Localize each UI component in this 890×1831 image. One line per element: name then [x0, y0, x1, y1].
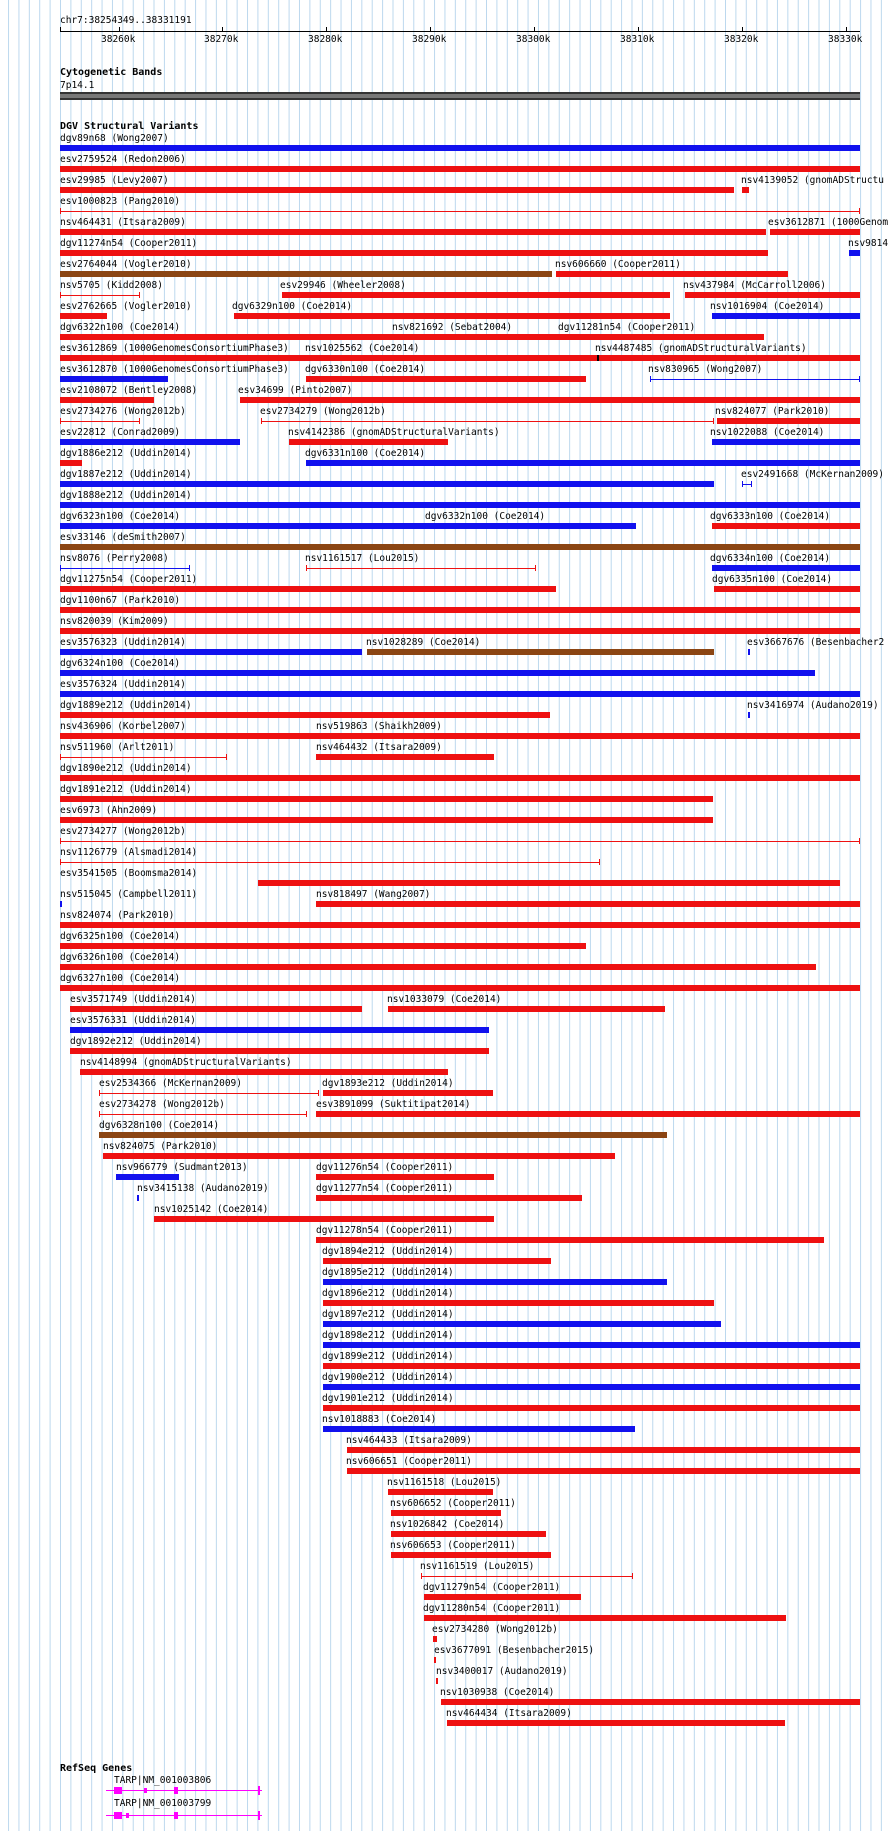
variant-label: esv2764044 (Vogler2010) [60, 259, 192, 270]
variant-bar[interactable] [306, 460, 860, 466]
variant-bar[interactable] [347, 1468, 860, 1474]
variant-bar[interactable] [60, 187, 734, 193]
variant-label: esv3576323 (Uddin2014) [60, 637, 186, 648]
variant-label: nsv1161518 (Lou2015) [387, 1477, 502, 1488]
variant-label: dgv1100n67 (Park2010) [60, 595, 181, 606]
variant-label: esv3571749 (Uddin2014) [70, 994, 196, 1005]
ruler-tick-label: 38330k [828, 34, 863, 45]
variant-label: dgv89n68 (Wong2007) [60, 133, 169, 144]
cyto-band[interactable] [60, 92, 860, 100]
variant-label: esv22812 (Conrad2009) [60, 427, 181, 438]
ruler-tick [119, 27, 120, 32]
ruler-tick [60, 27, 61, 32]
variant-end-tick [859, 376, 860, 382]
variant-label: dgv6335n100 (Coe2014) [712, 574, 833, 585]
variant-bar[interactable] [323, 1342, 860, 1348]
variant-label: dgv1893e212 (Uddin2014) [322, 1078, 454, 1089]
gene-exon [114, 1787, 122, 1794]
variant-bar[interactable] [316, 1174, 494, 1180]
variant-bar[interactable] [316, 1111, 860, 1117]
variant-end-tick [60, 292, 61, 298]
variant-bar[interactable] [306, 355, 494, 361]
ruler-tick-label: 38310k [620, 34, 655, 45]
variant-label: dgv1898e212 (Uddin2014) [322, 1330, 454, 1341]
variant-label: dgv6326n100 (Coe2014) [60, 952, 181, 963]
variant-end-tick [139, 292, 140, 298]
gene-exon [126, 1813, 129, 1818]
variant-bar[interactable] [391, 1531, 546, 1537]
variant-label: nsv606653 (Cooper2011) [390, 1540, 516, 1551]
variant-label: nsv5705 (Kidd2008) [60, 280, 163, 291]
variant-label: nsv1126779 (Alsmadi2014) [60, 847, 198, 858]
variant-bar[interactable] [60, 607, 860, 613]
refseq-track-title: RefSeq Genes [60, 1763, 133, 1774]
variant-bar[interactable] [316, 1237, 824, 1243]
variant-bar[interactable] [99, 1132, 667, 1138]
variant-bar[interactable] [712, 523, 860, 529]
variant-label: dgv1889e212 (Uddin2014) [60, 700, 192, 711]
variant-bar[interactable] [347, 1447, 860, 1453]
variant-bar[interactable] [316, 1195, 582, 1201]
variant-end-tick [261, 418, 262, 424]
variant-label: dgv1891e212 (Uddin2014) [60, 784, 192, 795]
gene-exon [174, 1787, 178, 1794]
variant-bar[interactable] [748, 712, 750, 718]
variant-label: esv3891099 (Suktitipat2014) [316, 1099, 471, 1110]
variant-label: nsv1026842 (Coe2014) [390, 1519, 505, 1530]
variant-label: nsv1025142 (Coe2014) [154, 1204, 269, 1215]
variant-bar[interactable] [424, 1594, 581, 1600]
variant-end-tick [742, 481, 743, 487]
variant-bar[interactable] [717, 418, 860, 424]
variant-bar[interactable] [323, 1363, 860, 1369]
variant-bar[interactable] [60, 271, 552, 277]
variant-label: dgv1897e212 (Uddin2014) [322, 1309, 454, 1320]
variant-label: nsv824074 (Park2010) [60, 910, 175, 921]
variant-label: nsv464431 (Itsara2009) [60, 217, 186, 228]
variant-label: nsv464432 (Itsara2009) [316, 742, 442, 753]
variant-bar[interactable] [60, 775, 860, 781]
variant-bar[interactable] [99, 1114, 307, 1115]
variant-bar[interactable] [60, 313, 107, 319]
variant-label: nsv824077 (Park2010) [715, 406, 830, 417]
variant-bar[interactable] [650, 379, 860, 380]
variant-bar[interactable] [433, 1636, 437, 1642]
ruler-tick-label: 38290k [412, 34, 447, 45]
variant-label: dgv6323n100 (Coe2014) [60, 511, 181, 522]
variant-end-tick [859, 208, 860, 214]
variant-label: esv34699 (Pinto2007) [238, 385, 353, 396]
variant-label: dgv6333n100 (Coe2014) [710, 511, 831, 522]
ruler-tick-label: 38300k [516, 34, 551, 45]
variant-bar[interactable] [154, 1216, 494, 1222]
gene-label[interactable]: TARP|NM_001003806 [114, 1775, 212, 1786]
variant-label: nsv3416974 (Audano2019) [747, 700, 879, 711]
variant-bar[interactable] [60, 922, 860, 928]
variant-bar[interactable] [234, 313, 670, 319]
variant-label: dgv11278n54 (Cooper2011) [316, 1225, 454, 1236]
variant-bar[interactable] [70, 1006, 362, 1012]
variant-bar[interactable] [316, 754, 494, 760]
variant-label: dgv6325n100 (Coe2014) [60, 931, 181, 942]
variant-bar[interactable] [316, 733, 860, 739]
variant-bar[interactable] [714, 586, 860, 592]
variant-end-tick [751, 481, 752, 487]
variant-label: nsv606651 (Cooper2011) [346, 1456, 472, 1467]
variant-label: esv6973 (Ahn2009) [60, 805, 158, 816]
variant-label: nsv824075 (Park2010) [103, 1141, 218, 1152]
variant-bar[interactable] [258, 880, 840, 886]
variant-label: esv2734280 (Wong2012b) [432, 1624, 558, 1635]
variant-label: dgv1890e212 (Uddin2014) [60, 763, 192, 774]
variant-end-tick [599, 859, 600, 865]
variant-bar[interactable] [240, 397, 860, 403]
variant-label: nsv1028289 (Coe2014) [366, 637, 481, 648]
ruler-tick [430, 27, 431, 32]
variant-label: esv33146 (deSmith2007) [60, 532, 186, 543]
variant-label: nsv511960 (Arlt2011) [60, 742, 175, 753]
ruler-tick [326, 27, 327, 32]
variant-label: dgv6332n100 (Coe2014) [425, 511, 546, 522]
variant-bar[interactable] [391, 1552, 551, 1558]
variant-end-tick [99, 1111, 100, 1117]
variant-label: nsv606660 (Cooper2011) [555, 259, 681, 270]
ruler-tick [742, 27, 743, 32]
variant-bar[interactable] [60, 985, 860, 991]
variant-end-tick [421, 1573, 422, 1579]
variant-bar[interactable] [597, 355, 599, 361]
variant-bar[interactable] [70, 1027, 489, 1033]
variant-end-tick [60, 565, 61, 571]
variant-label: nsv464433 (Itsara2009) [346, 1435, 472, 1446]
dgv-track-title: DGV Structural Variants [60, 121, 199, 132]
variant-end-tick [99, 1090, 100, 1096]
variant-label: nsv1016904 (Coe2014) [710, 301, 825, 312]
variant-bar[interactable] [261, 421, 714, 422]
variant-label: esv3677091 (Besenbacher2015) [434, 1645, 595, 1656]
cyto-track-title: Cytogenetic Bands [60, 67, 163, 78]
variant-bar[interactable] [316, 901, 860, 907]
variant-label: dgv1894e212 (Uddin2014) [322, 1246, 454, 1257]
ruler-tick [846, 27, 847, 32]
variant-label: esv3667676 (Besenbacher2 [747, 637, 885, 648]
variant-label: nsv1161517 (Lou2015) [305, 553, 420, 564]
variant-label: nsv821692 (Sebat2004) [392, 322, 513, 333]
variant-label: dgv6322n100 (Coe2014) [60, 322, 181, 333]
variant-label: dgv6330n100 (Coe2014) [305, 364, 426, 375]
variant-bar[interactable] [323, 1321, 721, 1327]
ruler-line [60, 31, 860, 32]
variant-bar[interactable] [560, 334, 764, 340]
variant-label: dgv11275n54 (Cooper2011) [60, 574, 198, 585]
variant-label: dgv1886e212 (Uddin2014) [60, 448, 192, 459]
variant-bar[interactable] [60, 757, 227, 758]
variant-label: dgv11276n54 (Cooper2011) [316, 1162, 454, 1173]
variant-bar[interactable] [685, 292, 860, 298]
variant-label: nsv3400017 (Audano2019) [436, 1666, 568, 1677]
variant-bar[interactable] [441, 1699, 860, 1705]
gene-exon [144, 1788, 147, 1793]
ruler-tick-label: 38280k [308, 34, 343, 45]
variant-label: nsv3415138 (Audano2019) [137, 1183, 269, 1194]
variant-label: nsv820039 (Kim2009) [60, 616, 169, 627]
variant-end-tick [189, 565, 190, 571]
variant-label: nsv1030938 (Coe2014) [440, 1687, 555, 1698]
variant-bar[interactable] [306, 568, 536, 569]
variant-bar[interactable] [849, 250, 860, 256]
variant-bar[interactable] [60, 862, 600, 863]
ruler-tick [534, 27, 535, 32]
variant-bar[interactable] [60, 964, 816, 970]
variant-bar[interactable] [391, 1510, 501, 1516]
variant-label: dgv11279n54 (Cooper2011) [423, 1582, 561, 1593]
variant-bar[interactable] [323, 1258, 551, 1264]
variant-bar[interactable] [556, 271, 788, 277]
variant-bar[interactable] [60, 250, 768, 256]
variant-bar[interactable] [323, 1090, 493, 1096]
variant-label: nsv966779 (Sudmant2013) [116, 1162, 248, 1173]
gene-label[interactable]: TARP|NM_001003799 [114, 1798, 212, 1809]
variant-label: nsv8076 (Perry2008) [60, 553, 169, 564]
variant-end-tick [632, 1573, 633, 1579]
gene-intron-line [106, 1815, 262, 1816]
variant-bar[interactable] [60, 460, 82, 466]
variant-label: nsv1018883 (Coe2014) [322, 1414, 437, 1425]
variant-bar[interactable] [60, 568, 190, 569]
variant-bar[interactable] [60, 523, 426, 529]
variant-bar[interactable] [60, 628, 860, 634]
variant-bar[interactable] [323, 1405, 860, 1411]
gene-exon [258, 1811, 260, 1820]
variant-bar[interactable] [426, 523, 636, 529]
variant-label: esv2734276 (Wong2012b) [60, 406, 186, 417]
variant-label: nsv515045 (Campbell2011) [60, 889, 198, 900]
gene-model[interactable] [106, 1786, 266, 1796]
variant-bar[interactable] [116, 1174, 179, 1180]
variant-label: nsv4142386 (gnomADStructuralVariants) [288, 427, 500, 438]
variant-label: esv2759524 (Redon2006) [60, 154, 186, 165]
variant-bar[interactable] [60, 841, 860, 842]
position-readout: chr7:38254349..38331191 [60, 15, 192, 26]
variant-label: dgv6329n100 (Coe2014) [232, 301, 353, 312]
variant-bar[interactable] [60, 817, 713, 823]
variant-bar[interactable] [447, 1720, 785, 1726]
variant-bar[interactable] [323, 1300, 714, 1306]
variant-bar[interactable] [60, 295, 140, 296]
gene-intron-line [106, 1790, 262, 1791]
variant-label: esv1000823 (Pang2010) [60, 196, 181, 207]
variant-bar[interactable] [60, 211, 860, 212]
variant-bar[interactable] [323, 1384, 860, 1390]
ruler-tick-label: 38270k [204, 34, 239, 45]
variant-bar[interactable] [60, 943, 586, 949]
variant-label: dgv1896e212 (Uddin2014) [322, 1288, 454, 1299]
ruler-tick-label: 38320k [724, 34, 759, 45]
gene-model[interactable] [106, 1811, 266, 1821]
variant-label: dgv6324n100 (Coe2014) [60, 658, 181, 669]
variant-end-tick [859, 838, 860, 844]
variant-bar[interactable] [60, 670, 815, 676]
variant-label: nsv1161519 (Lou2015) [420, 1561, 535, 1572]
variant-label: dgv6327n100 (Coe2014) [60, 973, 181, 984]
variant-label: esv29946 (Wheeler2008) [280, 280, 406, 291]
variant-bar[interactable] [60, 229, 766, 235]
ruler-tick-label: 38260k [101, 34, 136, 45]
variant-end-tick [60, 754, 61, 760]
variant-bar[interactable] [60, 691, 860, 697]
variant-bar[interactable] [742, 187, 749, 193]
variant-bar[interactable] [60, 421, 140, 422]
variant-label: nsv606652 (Cooper2011) [390, 1498, 516, 1509]
variant-bar[interactable] [388, 1006, 665, 1012]
variant-bar[interactable] [436, 1678, 438, 1684]
variant-label: esv2491668 (McKernan2009) [741, 469, 884, 480]
variant-bar[interactable] [748, 649, 750, 655]
variant-bar[interactable] [60, 439, 240, 445]
variant-bar[interactable] [60, 649, 362, 655]
variant-end-tick [535, 565, 536, 571]
variant-end-tick [139, 418, 140, 424]
variant-label: nsv1033079 (Coe2014) [387, 994, 502, 1005]
variant-bar[interactable] [60, 502, 860, 508]
variant-label: nsv464434 (Itsara2009) [446, 1708, 572, 1719]
variant-end-tick [713, 418, 714, 424]
variant-label: esv3612869 (1000GenomesConsortiumPhase3) [60, 343, 289, 354]
variant-label: esv2734278 (Wong2012b) [99, 1099, 225, 1110]
variant-bar[interactable] [60, 145, 860, 151]
variant-label: dgv6334n100 (Coe2014) [710, 553, 831, 564]
variant-bar[interactable] [323, 1279, 667, 1285]
variant-bar[interactable] [137, 1195, 139, 1201]
variant-end-tick [60, 418, 61, 424]
variant-label: esv3541505 (Boomsma2014) [60, 868, 198, 879]
variant-bar[interactable] [394, 334, 562, 340]
variant-bar[interactable] [60, 397, 154, 403]
variant-label: dgv1901e212 (Uddin2014) [322, 1393, 454, 1404]
variant-bar[interactable] [421, 1576, 633, 1577]
gene-exon [174, 1812, 178, 1819]
variant-bar[interactable] [60, 796, 713, 802]
variant-bar[interactable] [60, 901, 62, 907]
gene-exon [114, 1812, 122, 1819]
variant-label: nsv519863 (Shaikh2009) [316, 721, 442, 732]
variant-bar[interactable] [60, 166, 860, 172]
variant-bar[interactable] [60, 544, 860, 550]
variant-label: esv2762665 (Vogler2010) [60, 301, 192, 312]
variant-label: dgv1900e212 (Uddin2014) [322, 1372, 454, 1383]
variant-bar[interactable] [367, 649, 714, 655]
variant-label: dgv6328n100 (Coe2014) [99, 1120, 220, 1131]
variant-bar[interactable] [60, 712, 550, 718]
variant-label: esv2734277 (Wong2012b) [60, 826, 186, 837]
variant-bar[interactable] [323, 1426, 635, 1432]
variant-label: esv3612871 (1000Genom [768, 217, 889, 228]
variant-bar[interactable] [424, 1615, 786, 1621]
variant-end-tick [226, 754, 227, 760]
variant-end-tick [60, 838, 61, 844]
variant-bar[interactable] [712, 313, 860, 319]
variant-end-tick [306, 565, 307, 571]
variant-bar[interactable] [282, 292, 670, 298]
variant-label: esv2734279 (Wong2012b) [260, 406, 386, 417]
variant-label: nsv436906 (Korbel2007) [60, 721, 186, 732]
variant-bar[interactable] [60, 586, 556, 592]
variant-label: nsv830965 (Wong2007) [648, 364, 763, 375]
variant-label: dgv6331n100 (Coe2014) [305, 448, 426, 459]
variant-label: nsv1025562 (Coe2014) [305, 343, 420, 354]
variant-bar[interactable] [306, 376, 586, 382]
variant-label: nsv437984 (McCarroll2006) [683, 280, 826, 291]
variant-label: dgv1892e212 (Uddin2014) [70, 1036, 202, 1047]
variant-label: esv2534366 (McKernan2009) [99, 1078, 242, 1089]
variant-label: esv29985 (Levy2007) [60, 175, 169, 186]
variant-label: dgv11280n54 (Cooper2011) [423, 1603, 561, 1614]
gene-exon [258, 1786, 260, 1795]
ruler-tick [222, 27, 223, 32]
variant-bar[interactable] [103, 1153, 615, 1159]
variant-label: nsv818497 (Wang2007) [316, 889, 431, 900]
variant-bar[interactable] [289, 439, 448, 445]
variant-label: dgv1895e212 (Uddin2014) [322, 1267, 454, 1278]
variant-label: esv3576331 (Uddin2014) [70, 1015, 196, 1026]
variant-label: nsv1022088 (Coe2014) [710, 427, 825, 438]
ruler-tick [638, 27, 639, 32]
variant-bar[interactable] [80, 1069, 448, 1075]
variant-label: esv3576324 (Uddin2014) [60, 679, 186, 690]
variant-label: dgv11274n54 (Cooper2011) [60, 238, 198, 249]
variant-bar[interactable] [70, 1048, 489, 1054]
variant-label: dgv1899e212 (Uddin2014) [322, 1351, 454, 1362]
variant-bar[interactable] [712, 439, 860, 445]
variant-end-tick [650, 376, 651, 382]
variant-label: esv3612870 (1000GenomesConsortiumPhase3) [60, 364, 289, 375]
variant-label: dgv1888e212 (Uddin2014) [60, 490, 192, 501]
variant-bar[interactable] [60, 481, 714, 487]
variant-bar[interactable] [388, 1489, 493, 1495]
variant-label: nsv4139052 (gnomADStructu [741, 175, 884, 186]
variant-end-tick [60, 859, 61, 865]
variant-end-tick [318, 1090, 319, 1096]
variant-label: esv2108072 (Bentley2008) [60, 385, 198, 396]
cyto-band-label: 7p14.1 [60, 80, 95, 91]
variant-label: dgv1887e212 (Uddin2014) [60, 469, 192, 480]
variant-label: nsv9814 [848, 238, 889, 249]
variant-bar[interactable] [770, 229, 860, 235]
variant-end-tick [60, 208, 61, 214]
variant-bar[interactable] [434, 1657, 436, 1663]
variant-end-tick [306, 1111, 307, 1117]
variant-label: nsv4148994 (gnomADStructuralVariants) [80, 1057, 292, 1068]
variant-label: dgv11281n54 (Cooper2011) [558, 322, 696, 333]
variant-bar[interactable] [99, 1093, 319, 1094]
variant-label: nsv4487485 (gnomADStructuralVariants) [595, 343, 807, 354]
variant-bar[interactable] [60, 376, 168, 382]
variant-bar[interactable] [712, 565, 860, 571]
variant-label: dgv11277n54 (Cooper2011) [316, 1183, 454, 1194]
